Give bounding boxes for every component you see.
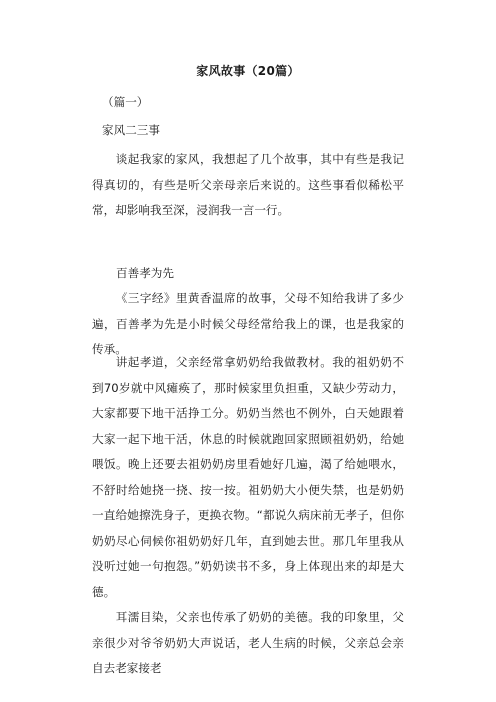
intro-paragraph: 谈起我家的家风，我想起了几个故事，其中有些是我记得真切的，有些是听父亲母亲后来说的。这些事看似稀松平常，却影响我至深，浸润我一言一行。 [92,152,404,217]
paragraph-sanzijing: 《三字经》里黄香温席的故事，父母不知给我讲了多少遍，百善孝为先是小时候父母经常给我上的课，也是我家的传承。 [92,291,404,356]
story-subtitle: 家风二三事 [102,123,160,137]
paragraph-father: 耳濡目染，父亲也传承了奶奶的美德。我的印象里，父亲很少对爷爷奶奶大声说话，老人生病的时候，父亲总会亲自去老家接老 [92,610,404,675]
document-title: 家风故事（20篇） [196,64,300,78]
heading-filial-piety: 百善孝为先 [116,266,174,280]
section-label: （篇一） [102,95,149,109]
paragraph-grandmother: 讲起孝道，父亲经常拿奶奶给我做教材。我的祖奶奶不到70岁就中风瘫痪了，那时候家里负担重，又缺少劳动力，大家都要下地干活挣工分。奶奶当然也不例外，白天她跟着大家一起下地干活，休息的时候就跑回家照顾祖奶奶，给她喂饭。晚上还要去祖奶奶房里看她好几遍，渴了给她喂水，不舒时给她挠一挠、按一按。祖奶奶大小便失禁，也是奶奶一直给她擦洗身子，更换衣物。“都说久病床前无孝子，但你奶奶尽心伺候你祖奶奶好几年，直到她去世。那几年里我从没听过她一句抱怨。”奶奶读书不多，身上体现出来的却是大德。 [92,355,404,599]
